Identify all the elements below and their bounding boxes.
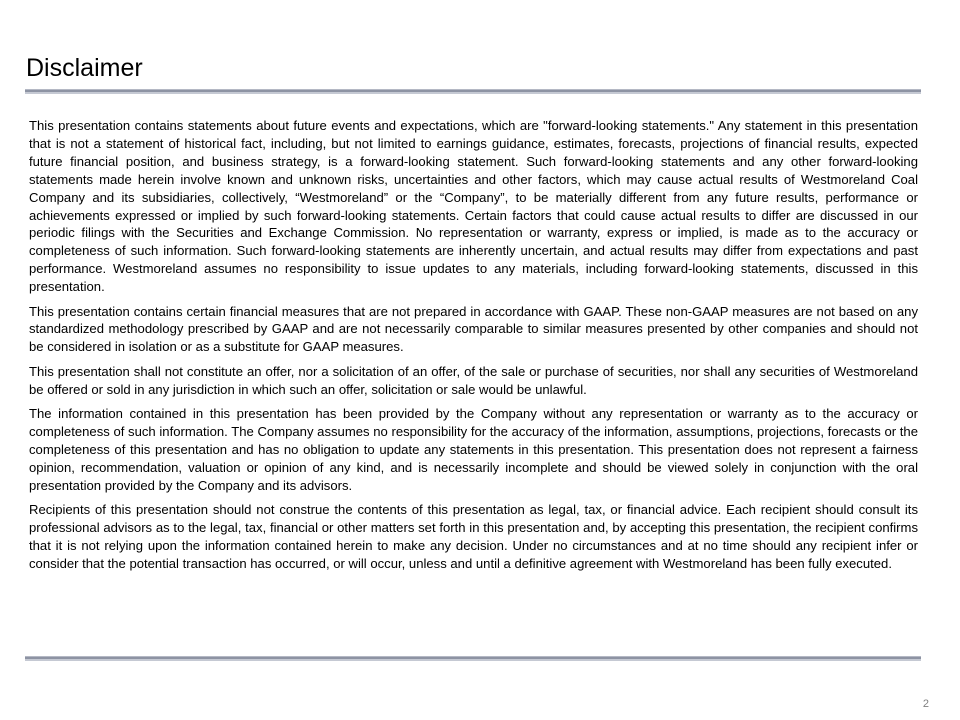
footer-divider: [25, 656, 921, 661]
paragraph-recipients: Recipients of this presentation should not construe the contents of this presentation as legal, tax, or financial advice. Each recipient should consult its professional advisors as to the legal, tax, financial or other matters set forth in this presentation and, by accepting this presentation, the recipient confirms that it is not relying upon the information contained herein to make any decision. Under no circumstances and at no time should any recipient infer or consider that the potential transaction has occurred, or will occur, unless and until a definitive agreement with Westmoreland has been fully executed.: [29, 502, 918, 571]
paragraph-non-gaap: This presentation contains certain financial measures that are not prepared in accordance with GAAP. These non-GAAP measures are not based on any standardized methodology prescribed by GAAP and are not necessarily comparable to similar measures presented by other companies and should not be considered in isolation or as a substitute for GAAP measures.: [29, 303, 918, 355]
disclaimer-body: [29, 117, 918, 579]
title-divider: [25, 89, 921, 94]
paragraph-no-offer: This presentation shall not constitute an offer, nor a solicitation of an offer, of the sale or purchase of securities, nor shall any securities of Westmoreland be offered or sold in any jurisdiction in which such an offer, solicitation or sale would be unlawful.: [29, 363, 918, 397]
paragraph-forward-looking: This presentation contains statements about future events and expectations, which are "forward-looking statements." Any statement in this presentation that is not a statement of historical fact, including, but not limited to earnings guidance, estimates, forecasts, projections of financial results, expected future financial position, and business strategy, is a forward-looking statement. Such forward-looking statements and any other forward-looking statements made herein involve known and unknown risks, uncertainties and other factors, which may cause actual results of Westmoreland Coal Company and its subsidiaries, collectively, “Westmoreland” or the “Company”, to be materially different from any future results, performance or achievements expressed or implied by such forward-looking statements. Certain factors that could cause actual results to differ are discussed in our periodic filings with the Securities and Exchange Commission. No representation or warranty, express or implied, is made as to the accuracy or completeness of such information. Such forward-looking statements are inherently uncertain, and actual results may differ from expectations and past performance. Westmoreland assumes no responsibility to issue updates to any materials, including forward-looking statements, discussed in this presentation.: [29, 118, 918, 295]
paragraph-information: The information contained in this presentation has been provided by the Company without any representation or warranty as to the accuracy or completeness of such information. The Company assumes no responsibility for the accuracy of the information, assumptions, projections, forecasts or the completeness of this presentation and has no obligation to update any statements in this presentation. This presentation does not represent a fairness opinion, recommendation, valuation or opinion of any kind, and is necessarily incomplete and should be viewed solely in conjunction with the oral presentation provided by the Company and its advisors.: [29, 406, 918, 493]
page-number: 2: [922, 698, 929, 710]
slide-title: Disclaimer: [26, 54, 143, 82]
